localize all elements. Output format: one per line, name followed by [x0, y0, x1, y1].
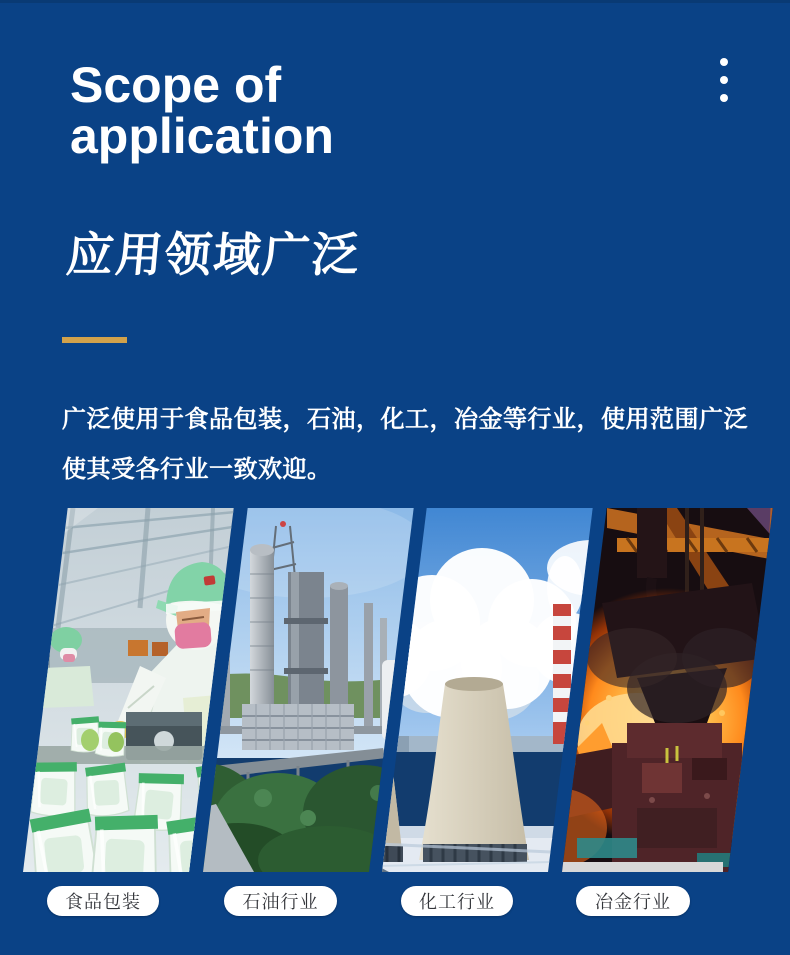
industry-tag-chemical [401, 886, 513, 916]
top-edge-divider [0, 0, 790, 3]
intro-paragraph [62, 395, 762, 495]
page-title-zh: 应用领域广泛 [64, 228, 363, 281]
industry-card-food-packaging [23, 508, 234, 872]
metallurgy-furnace-image [562, 508, 773, 872]
industry-tag-label: 石油行业 [242, 892, 319, 912]
industry-tag-metallurgy [576, 886, 690, 916]
gold-divider-line [62, 337, 127, 343]
industry-tag-label: 冶金行业 [595, 892, 671, 912]
ellipsis-dot [720, 76, 728, 84]
industry-tag-oil [224, 886, 337, 916]
chemical-plant-image [382, 508, 593, 872]
page-title-en-line2: application [70, 108, 334, 164]
industry-card-oil [203, 508, 414, 872]
intro-line-1: 广泛使用于食品包装，石油，化工，冶金等行业，使用范围广泛 [62, 406, 748, 433]
industry-tag-food-packaging [47, 886, 159, 916]
industry-card-chemical [382, 508, 593, 872]
intro-line-2: 使其受各行业一致欢迎。 [62, 456, 332, 483]
page-title-en-line1: Scope of [70, 57, 282, 113]
more-menu-icon[interactable] [716, 58, 732, 112]
industry-photo-strip [0, 508, 790, 872]
food-packaging-image [23, 508, 234, 872]
ellipsis-dot [720, 94, 728, 102]
industry-card-metallurgy [562, 508, 773, 872]
industry-tag-label: 化工行业 [419, 892, 495, 912]
oil-refinery-image [203, 508, 414, 872]
page-title-en [70, 57, 334, 164]
ellipsis-dot [720, 58, 728, 66]
industry-tag-label: 食品包装 [65, 892, 141, 912]
